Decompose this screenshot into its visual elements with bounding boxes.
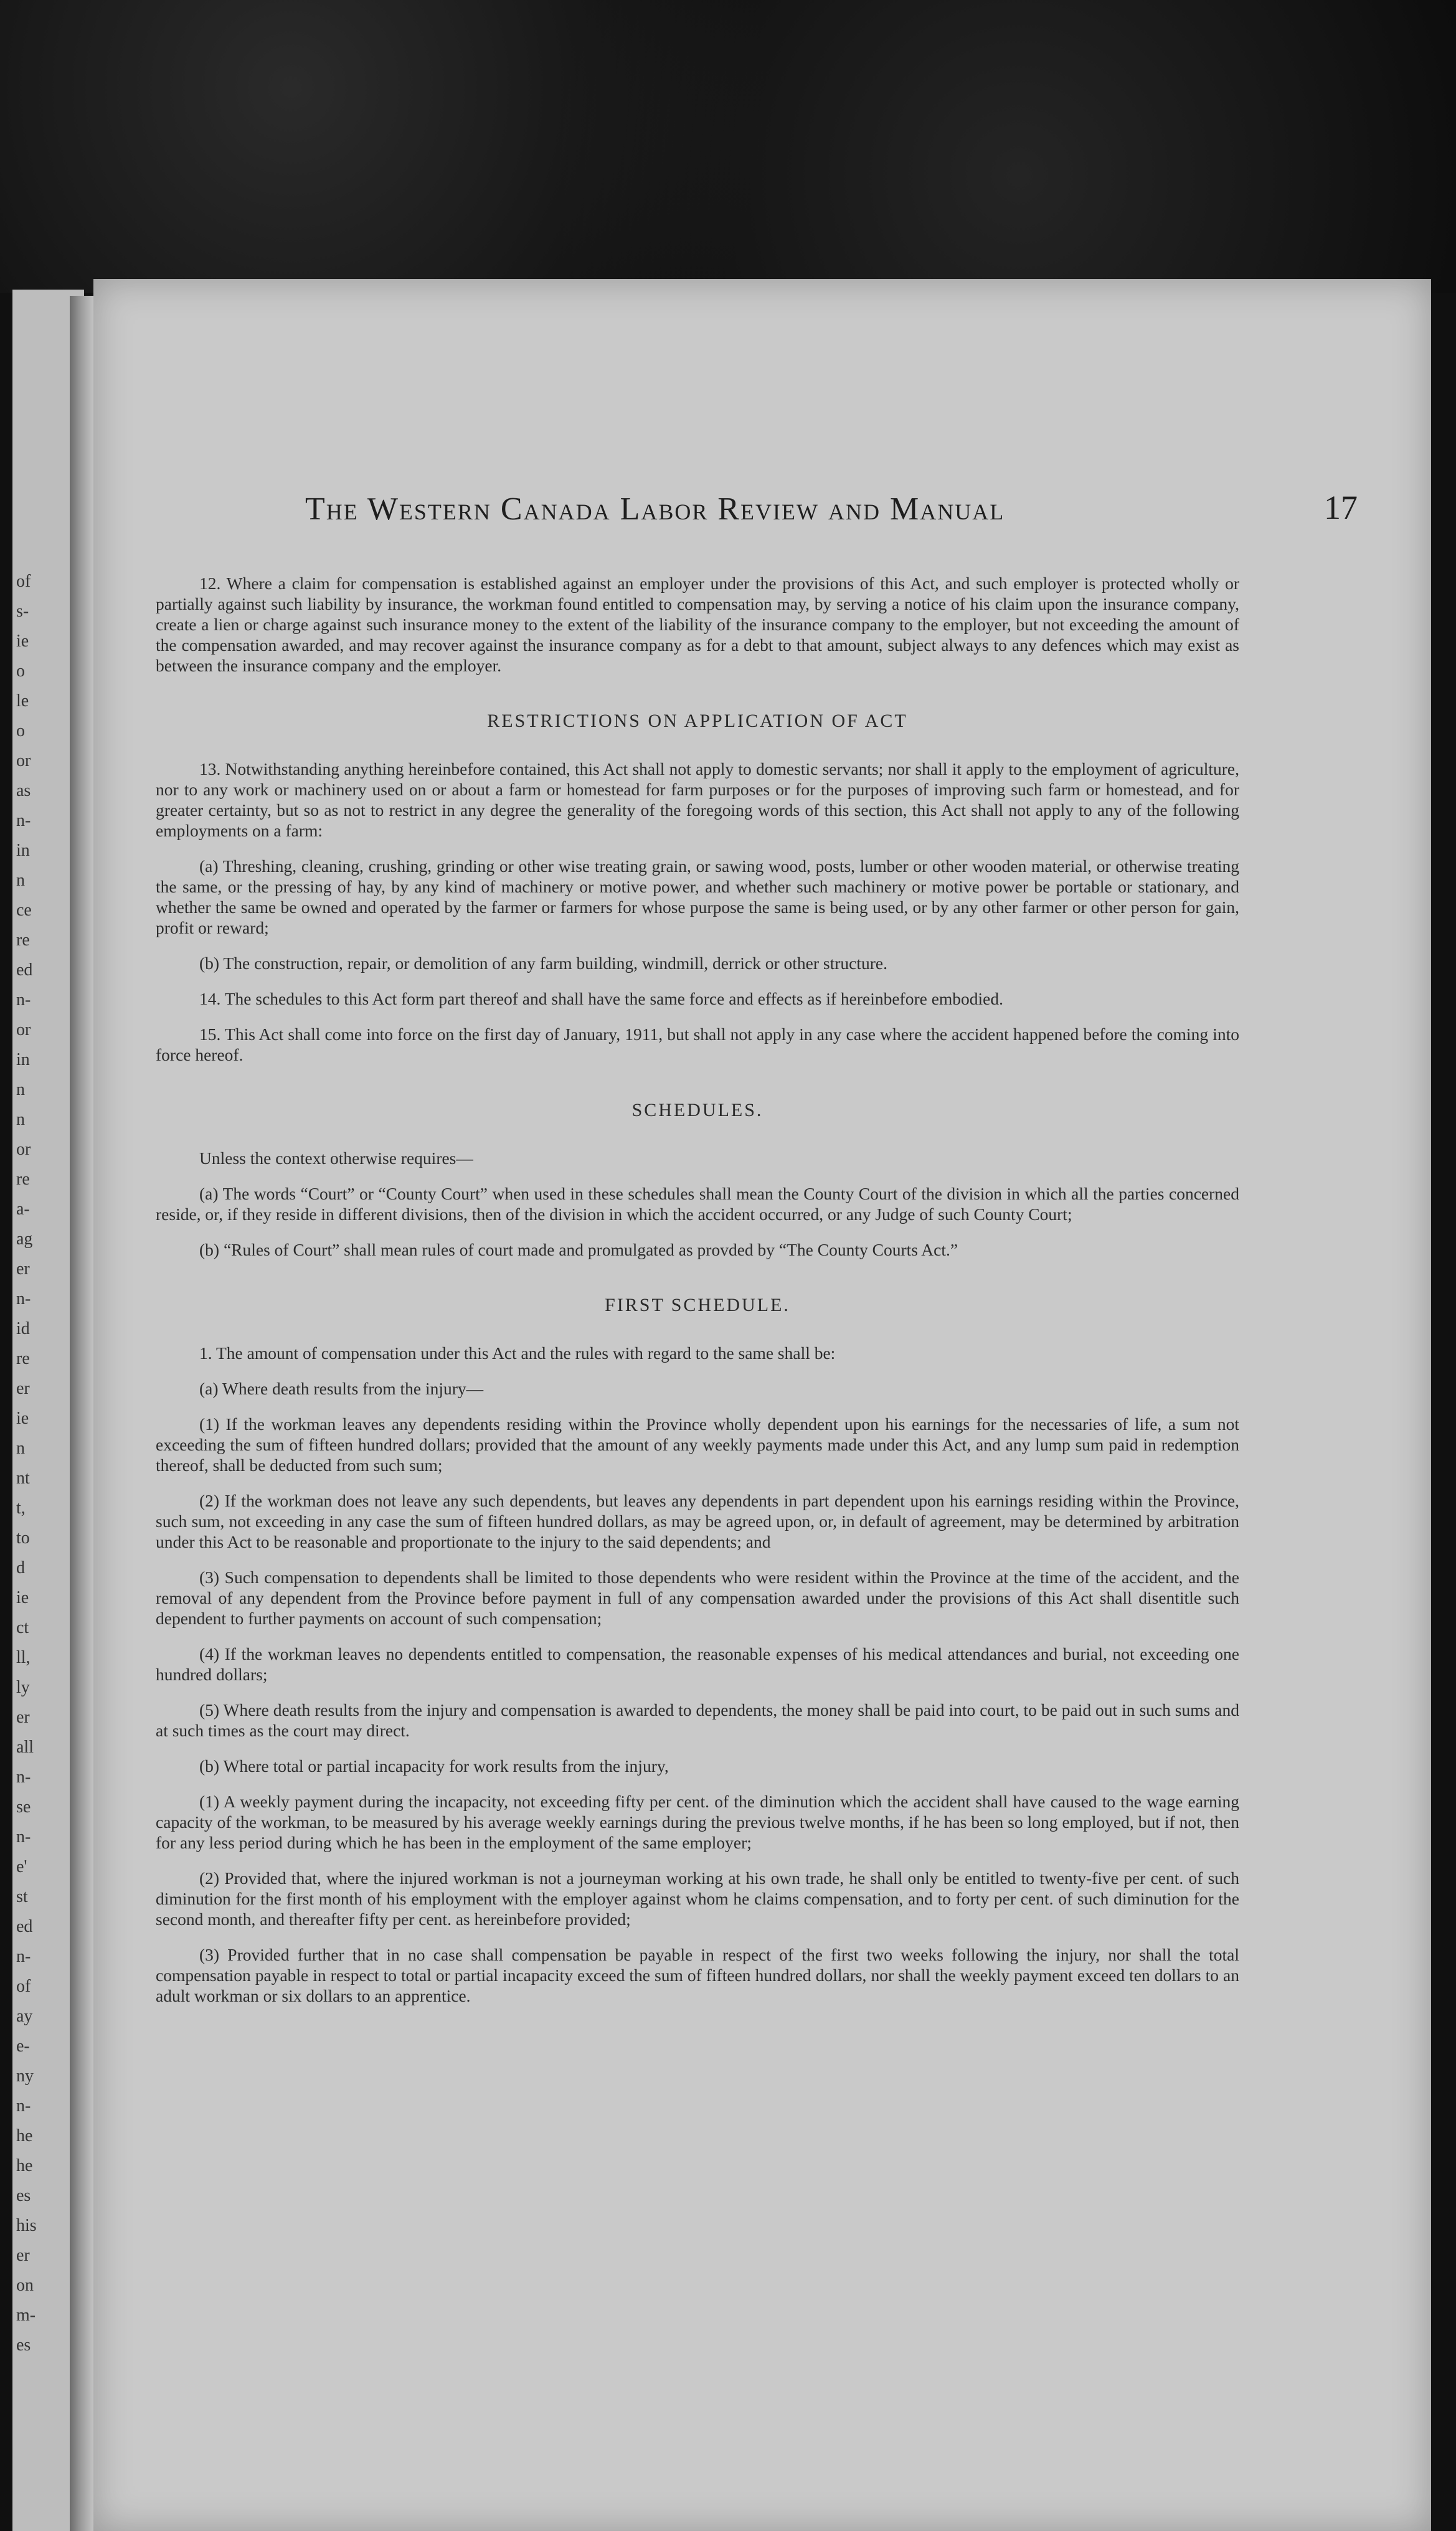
margin-fragment: or <box>16 1140 31 1159</box>
margin-fragment: n- <box>16 1289 31 1308</box>
margin-fragment: a- <box>16 1199 30 1219</box>
margin-fragment: in <box>16 841 30 860</box>
margin-fragment: n <box>16 1110 25 1129</box>
margin-fragment: es <box>16 2186 31 2205</box>
margin-fragment: ay <box>16 2007 33 2026</box>
paragraph: (b) Where total or partial incapacity for work results from the injury, <box>199 1756 669 1776</box>
document-page <box>93 279 1431 2531</box>
margin-fragment: he <box>16 2156 33 2175</box>
margin-fragment: ce <box>16 901 32 920</box>
margin-fragment: d <box>16 1558 25 1578</box>
margin-fragment: n <box>16 871 25 890</box>
paragraph: (4) If the workman leaves no dependents entitled to compensation, the reasonable expenses of his medical attendances and burial, not exceeding one hundred dollars; <box>156 1644 1239 1684</box>
paragraph: (2) If the workman does not leave any such dependents, but leaves any dependents in part dependent upon his earnings residing within the Province, such sum, not exceeding in any case the sum of fifteen hundred dollars, as may be agreed upon, or, in default of agreement, may be determined by arbitration under this Act to be reasonable and proportionate to the injury to the said dependents; and <box>156 1491 1239 1551</box>
paragraph: (b) The construction, repair, or demolition of any farm building, windmill, derrick or other structure. <box>199 953 887 973</box>
margin-fragment: ly <box>16 1678 30 1697</box>
margin-fragment: st <box>16 1887 28 1906</box>
running-title: The Western Canada Labor Review and Manual <box>305 491 1005 527</box>
section-heading: RESTRICTIONS ON APPLICATION OF ACT <box>487 711 908 731</box>
margin-fragment: er <box>16 2246 30 2265</box>
margin-fragment: ie <box>16 1588 29 1607</box>
paragraph: (3) Provided further that in no case shall compensation be payable in respect of the first two weeks following the injury, nor shall the total compensation payable in respect to total or partial incapacity exceed the sum of fifteen hundred dollars, nor shall the weekly payment exceed ten dollars to an adult workman or six dollars to an apprentice. <box>156 1945 1239 2005</box>
margin-fragment: n- <box>16 1947 31 1966</box>
paragraph: (a) Threshing, cleaning, crushing, grinding or other wise treating grain, or sawing wood, posts, lumber or other wooden material, or otherwise treating the same, or the pressing of hay, by any kind of machinery or motive power, and whether such machinery or motive power be portable or stationary, and whether the same be owned and operated by the farmer or farmers for whose purpose the same is being used, or by any other farmer or other person for gain, profit or reward; <box>156 856 1239 937</box>
margin-fragment: es <box>16 2335 31 2355</box>
paragraph: (a) Where death results from the injury— <box>199 1379 484 1398</box>
margin-fragment: nt <box>16 1469 30 1488</box>
paragraph: Unless the context otherwise requires— <box>199 1148 473 1168</box>
margin-fragment: n <box>16 1080 25 1099</box>
paragraph: 1. The amount of compensation under this Act and the rules with regard to the same shall be: <box>199 1343 836 1363</box>
margin-fragment: o <box>16 721 25 740</box>
margin-fragment: or <box>16 751 31 770</box>
margin-fragment: re <box>16 1349 30 1368</box>
paragraph: 12. Where a claim for compensation is established against an employer under the provisions of this Act, and such employer is protected wholly or partially against such liability by insurance, the workman found entitled to compensation may, by serving a notice of his claim upon the insurance company, create a lien or charge against such insurance money to the extent of the liability of the insurance company to the employer, but not exceeding the amount of the compensation awarded, and may recover against the insurance company as for a debt to that amount, subject always to any defences which may exist as between the insurance company and the employer. <box>156 574 1239 675</box>
margin-fragment: on <box>16 2276 34 2295</box>
margin-fragment: n- <box>16 2096 31 2116</box>
margin-fragment: or <box>16 1020 31 1039</box>
paragraph: (3) Such compensation to dependents shall be limited to those dependents who were resident within the Province at the time of the accident, and the removal of any dependent from the Province before payment in full of any compensation awarded under the provisions of this Act shall disentitle such dependent to further payments on account of such compensation; <box>156 1568 1239 1628</box>
margin-fragment: he <box>16 2126 33 2145</box>
margin-fragment: n- <box>16 1827 31 1847</box>
margin-fragment: all <box>16 1738 34 1757</box>
margin-fragment: o <box>16 661 25 681</box>
page-body <box>156 573 1239 2021</box>
margin-fragment: as <box>16 781 31 800</box>
paragraph: (1) If the workman leaves any dependents residing within the Province wholly dependent upon his earnings for the necessaries of life, a sum not exceeding the sum of fifteen hundred dollars; provided that the amount of any weekly payments made under this Act, and any lump sum paid in redemption thereof, shall be deducted from such sum; <box>156 1414 1239 1475</box>
margin-fragment: ed <box>16 1917 33 1936</box>
paragraph: 14. The schedules to this Act form part thereof and shall have the same force and effects as if hereinbefore embodied. <box>199 989 1004 1008</box>
margin-fragment: er <box>16 1708 30 1727</box>
margin-fragment: re <box>16 930 30 950</box>
margin-fragment: ie <box>16 632 29 651</box>
paragraph: (1) A weekly payment during the incapacity, not exceeding fifty per cent. of the diminution which the accident shall have caused to the wage earning capacity of the workman, to be measured by his average weekly earnings during the previous twelve months, if he has been so long employed, but if not, then for any less period during which he has been in the employment of the same employer; <box>156 1792 1239 1852</box>
margin-fragment: ny <box>16 2066 34 2086</box>
margin-fragment: ct <box>16 1618 29 1637</box>
margin-fragment: of <box>16 572 31 591</box>
margin-fragment: s- <box>16 602 29 621</box>
margin-fragment: le <box>16 691 29 711</box>
margin-fragment: er <box>16 1379 30 1398</box>
margin-fragment: ag <box>16 1229 33 1249</box>
margin-fragment: id <box>16 1319 30 1338</box>
margin-fragment: er <box>16 1259 30 1279</box>
paragraph: 15. This Act shall come into force on the first day of January, 1911, but shall not apply in any case where the accident happened before the coming into force hereof. <box>156 1024 1239 1064</box>
section-heading: FIRST SCHEDULE. <box>605 1295 790 1315</box>
margin-fragment: n- <box>16 811 31 830</box>
margin-fragment: e- <box>16 2037 30 2056</box>
paragraph: (5) Where death results from the injury and compensation is awarded to dependents, the money shall be paid into court, to be paid out in such sums and at such times as the court may direct. <box>156 1700 1239 1740</box>
paragraph: (2) Provided that, where the injured workman is not a journeyman working at his own trade, he shall only be entitled to twenty-five per cent. of such diminution for the first month of his employment with the employer against whom he claims compensation, and to forty per cent. of such diminution for the second month, and thereafter fifty per cent. as hereinbefore provided; <box>156 1868 1239 1929</box>
margin-fragment: e' <box>16 1857 27 1876</box>
section-heading: SCHEDULES. <box>631 1100 763 1120</box>
margin-fragment: of <box>16 1977 31 1996</box>
margin-fragment: re <box>16 1170 30 1189</box>
margin-fragment: ll, <box>16 1648 31 1667</box>
margin-fragment: in <box>16 1050 30 1069</box>
page-header <box>305 491 1358 547</box>
paragraph: (b) “Rules of Court” shall mean rules of court made and promulgated as provded by “The County Courts Act.” <box>199 1240 958 1259</box>
margin-fragment: n- <box>16 990 31 1010</box>
scan-background <box>0 0 1456 293</box>
margin-fragment: n- <box>16 1767 31 1787</box>
margin-fragment: his <box>16 2216 37 2235</box>
margin-fragment: ie <box>16 1409 29 1428</box>
paragraph: (a) The words “Court” or “County Court” when used in these schedules shall mean the County Court of the division in which all the parties concerned reside, or, if they reside in different divisions, then of the division in which the accident occurred, or any Judge of such County Court; <box>156 1184 1239 1224</box>
margin-fragment: ed <box>16 960 33 980</box>
margin-fragment: se <box>16 1797 31 1817</box>
paragraph: 13. Notwithstanding anything hereinbefore contained, this Act shall not apply to domestic servants; nor shall it apply to the employment of agriculture, nor to any work or machinery used on or about a farm or homestead for farm purposes or for the purposes of improving such farm or homestead, and for greater certainty, but so as not to restrict in any degree the generality of the foregoing words of this section, this Act shall not apply to any of the following employments on a farm: <box>156 759 1239 840</box>
page-number: 17 <box>1324 489 1358 526</box>
margin-fragment: t, <box>16 1498 26 1518</box>
margin-fragment: to <box>16 1528 30 1548</box>
margin-fragment: m- <box>16 2306 36 2325</box>
margin-fragment: n <box>16 1439 25 1458</box>
